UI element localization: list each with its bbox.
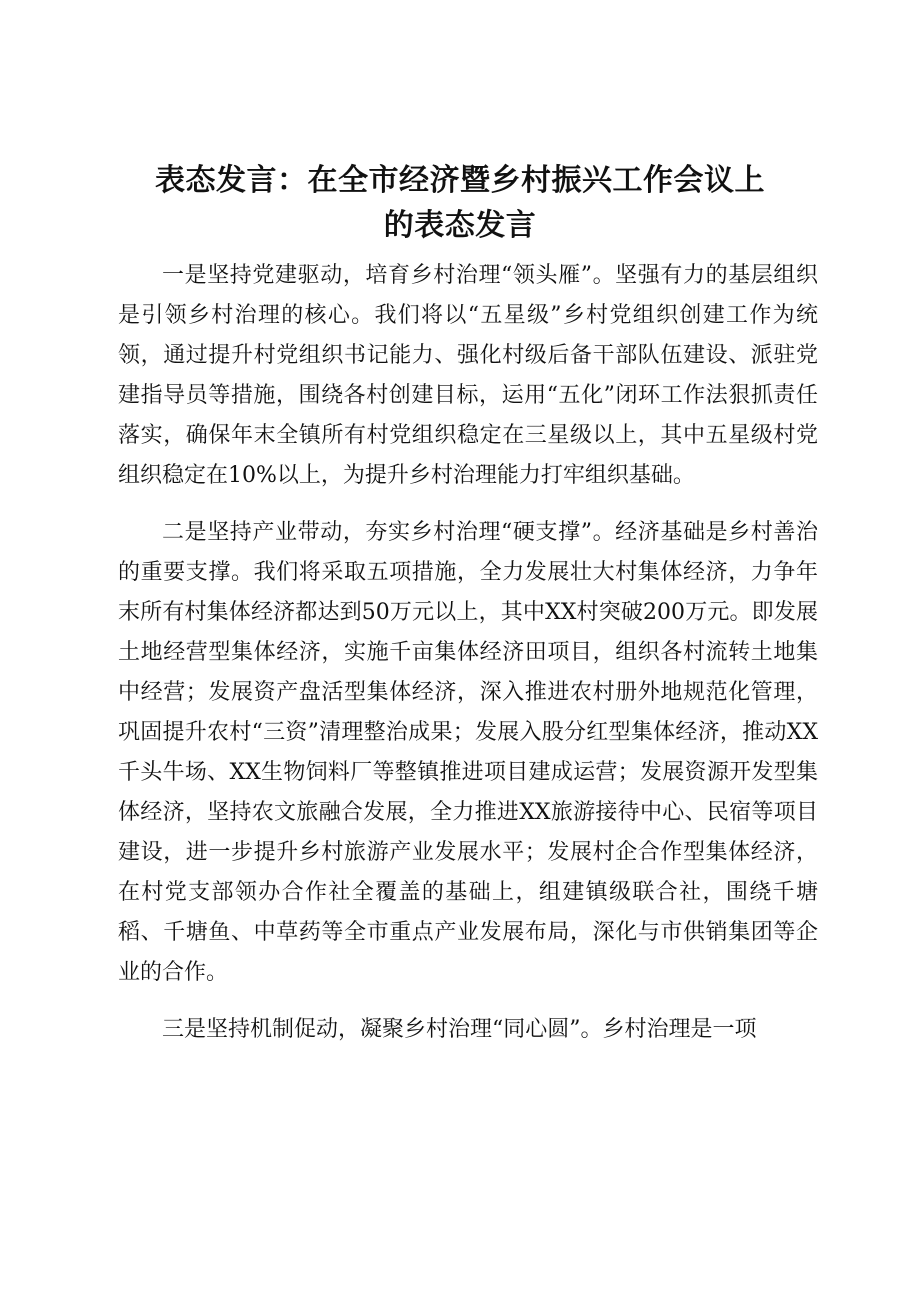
title-line-1: 表态发言：在全市经济暨乡村振兴工作会议上: [155, 163, 765, 198]
paragraph-1: 一是坚持党建驱动，培育乡村治理“领头雁”。坚强有力的基层组织是引领乡村治理的核心。我们将以“五星级”乡村党组织创建工作为统领，通过提升村党组织书记能力、强化村级后备干部队伍建设、派驻党建指导员等措施，围绕各村创建目标，运用“五化”闭环工作法狠抓责任落实，确保年末全镇所有村党组织稳定在三星级以上，其中五星级村党组织稳定在10%以上，为提升乡村治理能力打牢组织基础。: [118, 263, 818, 488]
document-body: [118, 256, 818, 1067]
paragraph-3: 三是坚持机制促动，凝聚乡村治理“同心圆”。乡村治理是一项: [162, 1017, 757, 1042]
title-line-2: 的表态发言: [383, 208, 537, 243]
document-title: [0, 158, 920, 248]
paragraph-2: 二是坚持产业带动，夯实乡村治理“硬支撑”。经济基础是乡村善治的重要支撑。我们将采取五项措施，全力发展壮大村集体经济，力争年末所有村集体经济都达到50万元以上，其中XX村突破200万元。即发展土地经营型集体经济，实施千亩集体经济田项目，组织各村流转土地集中经营；发展资产盘活型集体经济，深入推进农村册外地规范化管理，巩固提升农村“三资”清理整治成果；发展入股分红型集体经济，推动XX千头牛场、XX生物饲料厂等整镇推进项目建成运营；发展资源开发型集体经济，坚持农文旅融合发展，全力推进XX旅游接待中心、民宿等项目建设，进一步提升乡村旅游产业发展水平；发展村企合作型集体经济，在村党支部领办合作社全覆盖的基础上，组建镇级联合社，围绕千塘稻、千塘鱼、中草药等全市重点产业发展布局，深化与市供销集团等企业的合作。: [118, 520, 818, 985]
